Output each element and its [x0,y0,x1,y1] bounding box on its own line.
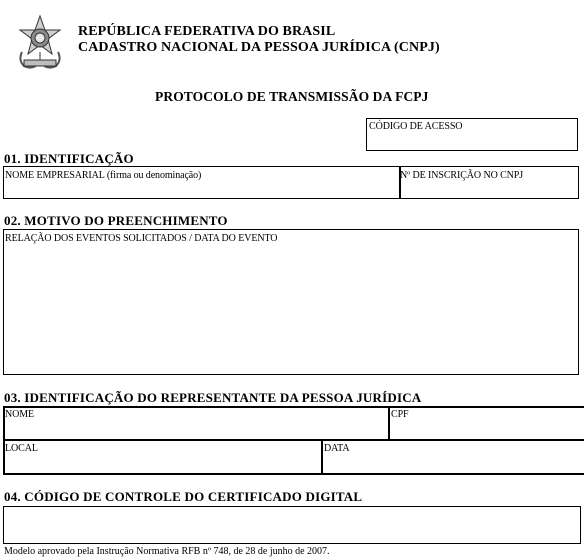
company-name-field[interactable] [4,167,398,198]
certificate-control-code-field[interactable] [3,506,581,544]
cpf-field[interactable] [390,408,580,438]
events-field[interactable] [3,229,579,375]
header-line-2: CADASTRO NACIONAL DA PESSOA JURÍDICA (CNPJ) [78,40,440,55]
cnpj-label: Nº DE INSCRIÇÃO NO CNPJ [400,170,524,181]
footer-note: Modelo aprovado pela Instrução Normativa RFB nº 748, de 28 de junho de 2007. [4,546,330,557]
cnpj-field[interactable] [400,167,578,198]
page-title: PROTOCOLO DE TRANSMISSÃO DA FCPJ [155,89,429,104]
section-02-title: 02. MOTIVO DO PREENCHIMENTO [4,213,228,228]
events-label: RELAÇÃO DOS EVENTOS SOLICITADOS / DATA DO EVENTO [5,233,278,244]
date-label: DATA [324,443,350,454]
date-field[interactable] [323,441,581,472]
section-03-bottom-line [3,473,584,475]
header-line-1: REPÚBLICA FEDERATIVA DO BRASIL [78,24,336,39]
section-03-title: 03. IDENTIFICAÇÃO DO REPRESENTANTE DA PESSOA JURÍDICA [4,390,422,405]
rep-name-label: NOME [5,409,35,420]
brazil-coat-of-arms-icon [14,14,66,72]
local-label: LOCAL [5,443,38,454]
rep-name-field[interactable] [5,408,387,438]
company-name-label: NOME EMPRESARIAL (firma ou denominação) [5,170,202,181]
section-04-title: 04. CÓDIGO DE CONTROLE DO CERTIFICADO DIGITAL [4,489,363,504]
access-code-label: CÓDIGO DE ACESSO [369,121,463,132]
cpf-label: CPF [391,409,409,420]
section-01-title: 01. IDENTIFICAÇÃO [4,151,134,166]
access-code-field[interactable] [366,118,578,151]
local-field[interactable] [5,441,319,472]
